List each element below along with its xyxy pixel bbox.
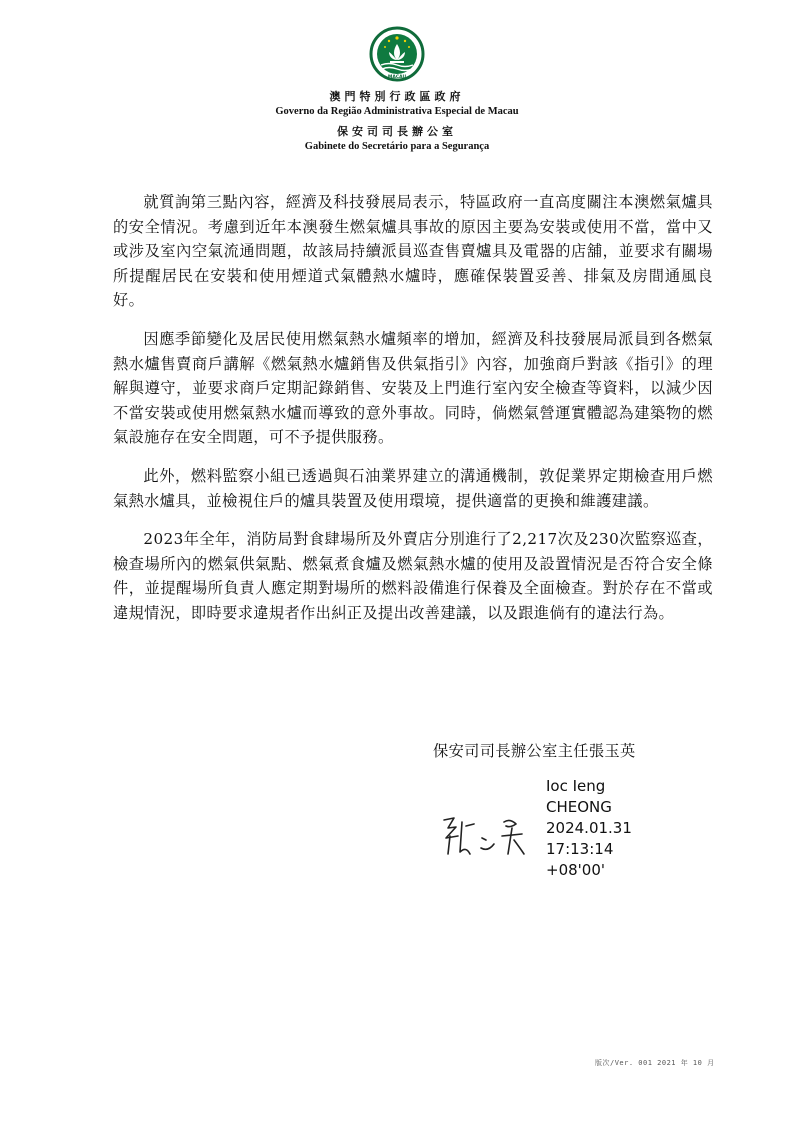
paragraph-3: 此外，燃料監察小組已透過與石油業界建立的溝通機制，敦促業界定期檢查用戶燃氣熱水爐具，並檢視住戶的爐具裝置及使用環境，提供適當的更換和維護建議。 (113, 466, 713, 510)
signer-title: 保安司司長辦公室主任張玉英 (433, 742, 636, 760)
digital-signature-line: CHEONG (546, 798, 612, 816)
paragraph-1: 就質詢第三點內容，經濟及科技發展局表示，特區政府一直高度關注本澳燃氣爐具的安全情況。考慮到近年本澳發生燃氣爐具事故的原因主要為安裝或使用不當，當中又或涉及室內空氣流通問題，故該局持續派員巡查售賣爐具及電器的店舖，並要求有關場所提醒居民在安裝和使用煙道式氣體熱水爐時，應確保裝置妥善、排氣及房間通風良好。 (113, 193, 713, 310)
macau-emblem-icon (367, 26, 427, 82)
handwritten-signature (436, 814, 536, 860)
letter-body (113, 190, 713, 640)
signature-block (430, 777, 690, 896)
letterhead (0, 26, 794, 152)
digital-signature-line: 2024.01.31 (546, 819, 632, 837)
digital-signature-line: +08'00' (546, 861, 605, 879)
government-name-zh: 澳門特別行政區政府 (329, 90, 465, 103)
digital-signature-line: 17:13:14 (546, 840, 614, 858)
government-name-pt: Governo da Região Administrativa Especial de Macau (275, 106, 519, 117)
digital-signature-line: Ioc Ieng (546, 777, 606, 795)
digital-signature-stamp (546, 776, 632, 881)
office-name-pt: Gabinete do Secretário para a Segurança (304, 141, 490, 152)
version-footer: 版次/Ver. 001 2021 年 10 月 (595, 1059, 715, 1067)
paragraph-4: 2023年全年，消防局對食肆場所及外賣店分別進行了2,217次及230次監察巡查，檢查場所內的燃氣供氣點、燃氣煮食爐及燃氣熱水爐的使用及設置情況是否符合安全條件，並提醒場所負責人應定期對場所的燃料設備進行保養及全面檢查。對於存在不當或違規情況，即時要求違規者作出糾正及提出改善建議，以及跟進倘有的違法行為。 (113, 530, 713, 622)
office-name-zh: 保安司司長辦公室 (337, 125, 457, 138)
paragraph-2: 因應季節變化及居民使用燃氣熱水爐頻率的增加，經濟及科技發展局派員到各燃氣熱水爐售賣商戶講解《燃氣熱水爐銷售及供氣指引》內容，加強商戶對該《指引》的理解與遵守，並要求商戶定期記錄銷售、安裝及上門進行室內安全檢查等資料，以減少因不當安裝或使用燃氣熱水爐而導致的意外事故。同時，倘燃氣營運實體認為建築物的燃氣設施存在安全問題，可不予提供服務。 (113, 329, 713, 447)
emblem-text: MACAU (387, 75, 407, 80)
